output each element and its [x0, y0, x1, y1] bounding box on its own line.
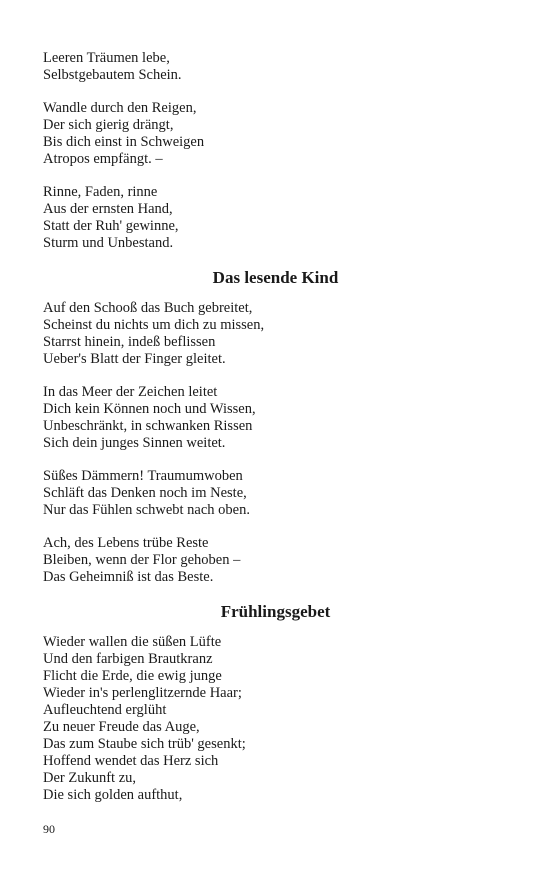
page-content — [43, 50, 508, 820]
poem-fruehlingsgebet — [43, 602, 508, 804]
poem-title: Das lesende Kind — [212, 268, 339, 287]
verse-line: Rinne, Faden, rinne — [43, 184, 158, 200]
stanza — [43, 468, 508, 519]
verse-line: Sich dein junges Sinnen weitet. — [43, 435, 226, 451]
verse-line: Schläft das Denken noch im Neste, — [43, 485, 247, 501]
stanza — [43, 634, 508, 804]
stanza — [43, 184, 508, 252]
verse-line: Wandle durch den Reigen, — [43, 100, 197, 116]
verse-line: Aufleuchtend erglüht — [43, 702, 167, 718]
verse-line: Bis dich einst in Schweigen — [43, 134, 205, 150]
verse-line: Nur das Fühlen schwebt nach oben. — [43, 502, 250, 518]
verse-line: Die sich golden aufthut, — [43, 787, 183, 803]
verse-line: Der sich gierig drängt, — [43, 117, 174, 133]
verse-line: Selbstgebautem Schein. — [43, 67, 182, 83]
verse-line: Wieder in's perlenglitzernde Haar; — [43, 685, 242, 701]
verse-line: Atropos empfängt. – — [43, 151, 163, 167]
poem-das-lesende-kind — [43, 268, 508, 586]
verse-line: Süßes Dämmern! Traumumwoben — [43, 468, 243, 484]
verse-line: Ach, des Lebens trübe Reste — [43, 535, 209, 551]
verse-line: Unbeschränkt, in schwanken Rissen — [43, 418, 253, 434]
verse-line: Flicht die Erde, die ewig junge — [43, 668, 222, 684]
poem-title: Frühlingsgebet — [220, 602, 331, 621]
verse-line: Starrst hinein, indeß beflissen — [43, 334, 216, 350]
verse-line: Wieder wallen die süßen Lüfte — [43, 634, 222, 650]
verse-line: Zu neuer Freude das Auge, — [43, 719, 200, 735]
verse-line: Bleiben, wenn der Flor gehoben – — [43, 552, 241, 568]
verse-line: Dich kein Können noch und Wissen, — [43, 401, 256, 417]
verse-line: Das zum Staube sich trüb' gesenkt; — [43, 736, 246, 752]
verse-line: Das Geheimniß ist das Beste. — [43, 569, 214, 585]
verse-line: Sturm und Unbestand. — [43, 235, 174, 251]
stanza — [43, 384, 508, 452]
stanza — [43, 50, 508, 84]
verse-line: Scheinst du nichts um dich zu missen, — [43, 317, 265, 333]
stanza — [43, 300, 508, 368]
verse-line: Der Zukunft zu, — [43, 770, 137, 786]
stanza — [43, 535, 508, 586]
page-number: 90 — [43, 822, 55, 836]
verse-line: Auf den Schooß das Buch gebreitet, — [43, 300, 253, 316]
verse-line: In das Meer der Zeichen leitet — [43, 384, 218, 400]
stanza — [43, 100, 508, 168]
verse-line: Hoffend wendet das Herz sich — [43, 753, 219, 769]
poem-fragment — [43, 50, 508, 252]
verse-line: Leeren Träumen lebe, — [43, 50, 170, 66]
verse-line: Und den farbigen Brautkranz — [43, 651, 213, 667]
verse-line: Statt der Ruh' gewinne, — [43, 218, 179, 234]
verse-line: Ueber's Blatt der Finger gleitet. — [43, 351, 226, 367]
verse-line: Aus der ernsten Hand, — [43, 201, 173, 217]
